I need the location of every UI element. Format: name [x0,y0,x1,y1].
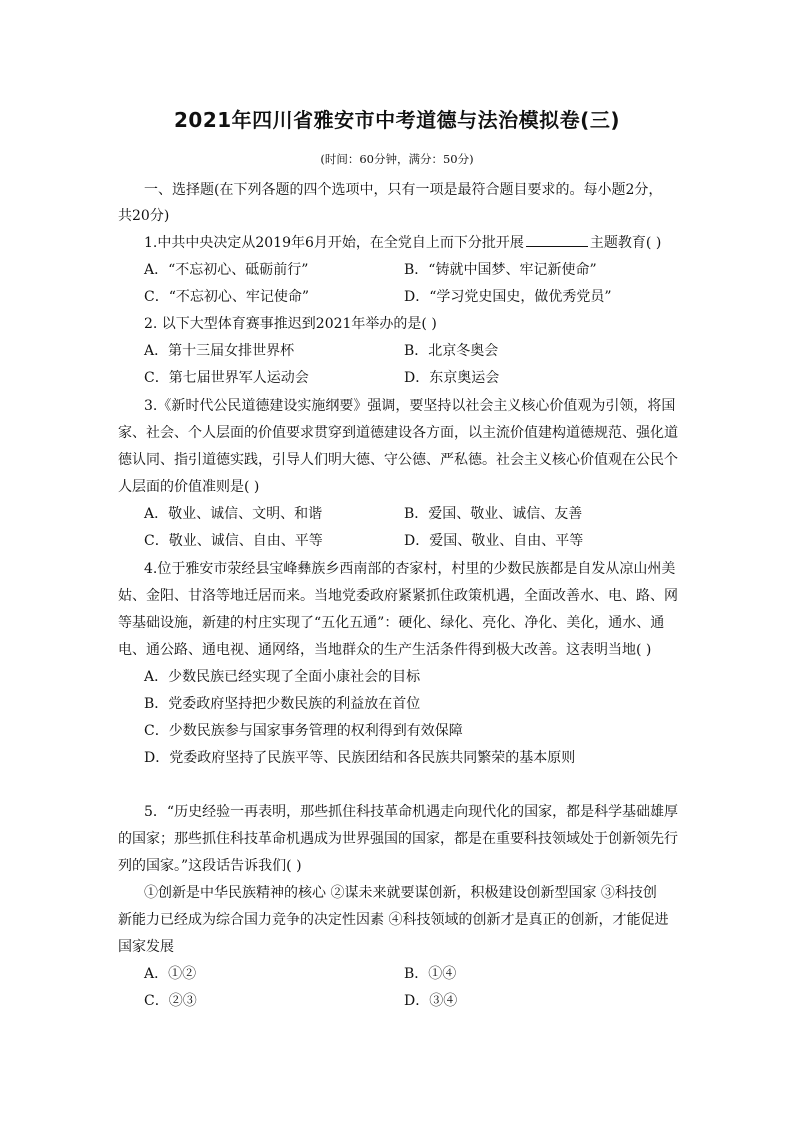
question-3-option-c: C．敬业、诚信、自由、平等 [144,533,323,549]
question-3-option-d: D．爱国、敬业、自由、平等 [404,533,584,549]
question-5-statement-line: 国家发展 [118,939,174,955]
question-3-stem-line: 3.《新时代公民道德建设实施纲要》强调，要坚持以社会主义核心价值观为引领，将国 [144,398,676,414]
question-5-option-c: C．②③ [144,993,197,1009]
question-2-stem: 2. 以下大型体育赛事推迟到2021年举办的是( ) [144,316,437,332]
section-heading-line1: 一、选择题(在下列各题的四个选项中，只有一项是最符合题目要求的。每小题2分， [144,182,663,198]
answer-blank [526,234,588,247]
question-4-stem-line: 姑、金阳、甘洛等地迁居而来。当地党委政府紧紧抓住政策机遇，全面改善水、电、路、网 [118,588,678,604]
question-3-stem-line: 家、社会、个人层面的价值要求贯穿到道德建设各方面，以主流价值建构道德规范、强化道 [118,425,678,441]
question-4-option-b: B．党委政府坚持把少数民族的利益放在首位 [144,696,421,712]
question-5-stem-line: 列的国家。”这段话告诉我们( ) [118,858,302,874]
question-5-stem-line: 的国家；那些抓住科技革命机遇成为世界强国的国家，都是在重要科技领域处于创新领先行 [118,831,678,847]
exam-time-score: (时间：60分钟，满分：50分) [320,152,474,166]
section-heading-line2: 共20分) [118,208,170,224]
question-1-stem [144,234,661,252]
question-5-stem-line: 5．“历史经验一再表明，那些抓住科技革命机遇走向现代化的国家，都是科学基础雄厚 [144,804,679,820]
question-2-option-d: D．东京奥运会 [404,370,500,386]
question-2-option-c: C．第七届世界军人运动会 [144,370,309,386]
question-2-option-a: A．第十三届女排世界杯 [144,343,295,359]
question-4-stem-line: 电、通公路、通电视、通网络，当地群众的生产生活条件得到极大改善。这表明当地( ) [118,642,652,658]
question-4-option-a: A．少数民族已经实现了全面小康社会的目标 [144,669,421,685]
question-4-stem-line: 4.位于雅安市荥经县宝峰彝族乡西南部的杏家村，村里的少数民族都是自发从凉山州美 [144,561,676,577]
question-5-statement-line: ①创新是中华民族精神的核心 ②谋未来就要谋创新，积极建设创新型国家 ③科技创 [144,885,657,901]
question-2-option-b: B．北京冬奥会 [404,343,499,359]
question-3-stem-line: 人层面的价值准则是( ) [118,479,260,495]
question-1-stem-end: 主题教育( ) [589,235,662,251]
question-4-stem-line: 等基础设施，新建的村庄实现了“五化五通”：硬化、绿化、亮化、净化、美化，通水、通 [118,615,665,631]
question-5-option-a: A．①② [144,966,197,982]
question-1-option-b: B．“铸就中国梦、牢记新使命” [404,262,597,278]
question-1-option-d: D．“学习党史国史，做优秀党员” [404,289,612,305]
question-5-option-d: D．③④ [404,993,458,1009]
question-1-option-a: A．“不忘初心、砥砺前行” [144,262,309,278]
question-3-option-b: B．爱国、敬业、诚信、友善 [404,506,583,522]
question-1-stem-start: 1.中共中央决定从2019年6月开始，在全党自上而下分批开展 [144,235,524,251]
question-5-option-b: B．①④ [404,966,457,982]
page-title: 2021年四川省雅安市中考道德与法治模拟卷(三) [174,108,620,132]
question-3-option-a: A．敬业、诚信、文明、和谐 [144,506,323,522]
question-3-stem-line: 德认同、指引道德实践，引导人们明大德、守公德、严私德。社会主义核心价值观在公民个 [118,452,678,468]
question-1-option-c: C．“不忘初心、牢记使命” [144,289,310,305]
question-5-statement-line: 新能力已经成为综合国力竞争的决定性因素 ④科技领域的创新才是真正的创新，才能促进 [118,912,669,928]
question-4-option-d: D．党委政府坚持了民族平等、民族团结和各民族共同繁荣的基本原则 [144,750,576,766]
question-4-option-c: C．少数民族参与国家事务管理的权利得到有效保障 [144,723,463,739]
